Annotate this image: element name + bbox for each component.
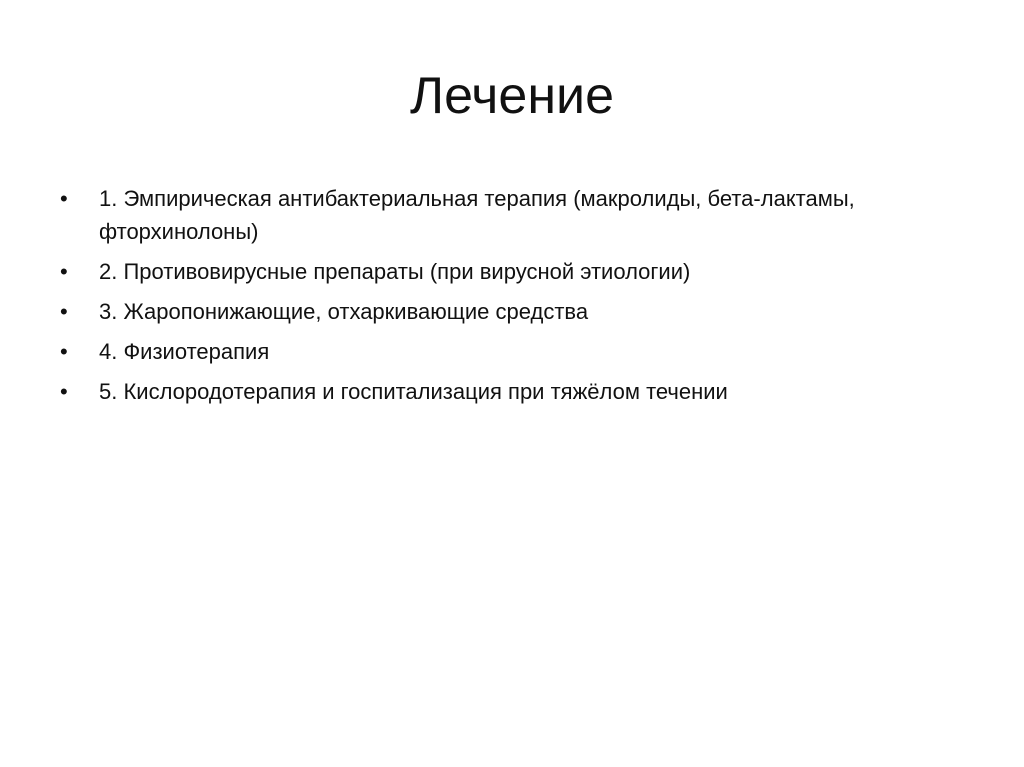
- bullet-item-3: [60, 295, 940, 328]
- bullet-item-2: [60, 255, 940, 288]
- bullet-text: 2. Противовирусные препараты (при вирусной этиологии): [99, 259, 691, 284]
- slide-title: Лечение: [409, 67, 614, 125]
- bullet-list: [60, 182, 940, 415]
- bullet-item-4: [60, 335, 940, 368]
- bullet-dot-icon: •: [60, 379, 68, 404]
- bullet-item-5: [60, 375, 940, 408]
- bullet-dot-icon: •: [60, 299, 68, 324]
- bullet-text: 1. Эмпирическая антибактериальная терапия (макролиды, бета-лактамы, фторхинолоны): [99, 186, 855, 244]
- bullet-text: 3. Жаропонижающие, отхаркивающие средства: [99, 299, 589, 324]
- bullet-dot-icon: •: [60, 339, 68, 364]
- bullet-dot-icon: •: [60, 259, 68, 284]
- bullet-text: 4. Физиотерапия: [99, 339, 270, 364]
- bullet-item-1: [60, 182, 940, 248]
- bullet-text: 5. Кислородотерапия и госпитализация при тяжёлом течении: [99, 379, 728, 404]
- bullet-dot-icon: •: [60, 186, 68, 211]
